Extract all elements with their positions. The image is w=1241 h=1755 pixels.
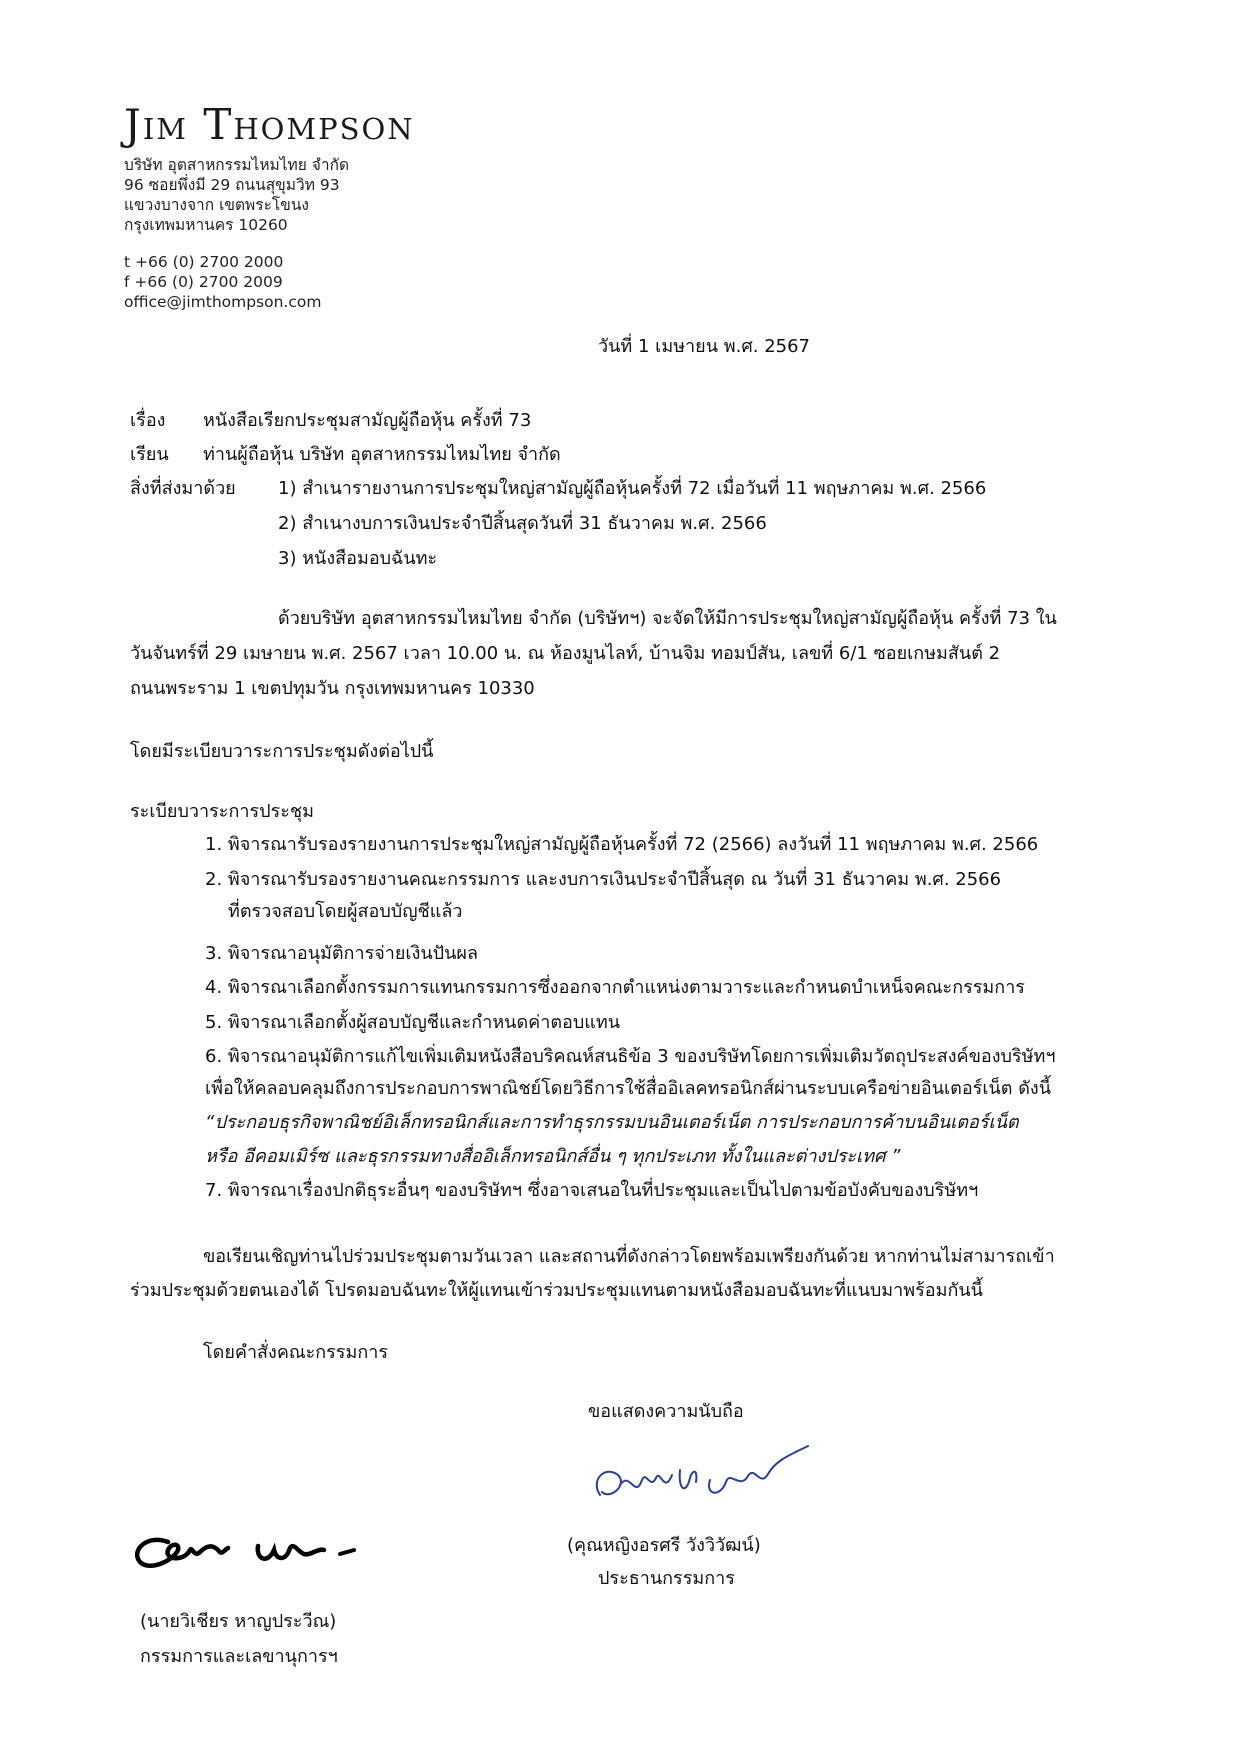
agenda-item-6: 6. พิจารณาอนุมัติการแก้ไขเพิ่มเติมหนังสือบริคณห์สนธิข้อ 3 ของบริษัทโดยการเพิ่มเติมวัตถุประสงค์ของบริษัทฯ xyxy=(205,1046,1056,1067)
agenda-item-5: 5. พิจารณาเลือกตั้งผู้สอบบัญชีและกำหนดค่าตอบแทน xyxy=(205,1012,621,1033)
secretary-name: (นายวิเชียร หาญประวีณ) xyxy=(140,1611,337,1632)
agenda-item-4: 4. พิจารณาเลือกตั้งกรรมการแทนกรรมการซึ่งออกจากตำแหน่งตามวาระและกำหนดบำเหน็จคณะกรรมการ xyxy=(205,977,1025,998)
company-name: บริษัท อุตสาหกรรมไหมไทย จำกัด xyxy=(124,156,350,174)
agenda-heading: ระเบียบวาระการประชุม xyxy=(130,801,314,822)
enclosures-label: สิ่งที่ส่งมาด้วย xyxy=(130,478,236,499)
address-line-1: 96 ซอยพึ่งมี 29 ถนนสุขุมวิท 93 xyxy=(124,176,340,194)
chairman-signature xyxy=(580,1440,820,1520)
agenda-item-2-cont: ที่ตรวจสอบโดยผู้สอบบัญชีแล้ว xyxy=(228,901,463,922)
agenda-intro: โดยมีระเบียบวาระการประชุมดังต่อไปนี้ xyxy=(130,741,434,762)
agenda-item-7: 7. พิจารณาเรื่องปกติธุระอื่นๆ ของบริษัทฯ ซึ่งอาจเสนอในที่ประชุมและเป็นไปตามข้อบังคับของบริษัทฯ xyxy=(205,1180,979,1201)
agenda-item-6-quote: “ประกอบธุรกิจพาณิชย์อิเล็กทรอนิกส์และการทำธุรกรรมบนอินเตอร์เน็ต การประกอบการค้าบนอินเตอร์เน็ต xyxy=(205,1112,1019,1133)
invitation-line: ขอเรียนเชิญท่านไปร่วมประชุมตามวันเวลา และสถานที่ดังกล่าวโดยพร้อมเพรียงกันด้วย หากท่านไม่สามารถเข้า xyxy=(203,1246,1055,1267)
subject-text: หนังสือเรียกประชุมสามัญผู้ถือหุ้น ครั้งที่ 73 xyxy=(203,410,532,431)
agenda-item-6-quote-cont: หรือ อีคอมเมิร์ซ และธุรกรรมทางสื่ออิเล็กทรอนิกส์อื่น ๆ ทุกประเภท ทั้งในและต่างประเทศ ” xyxy=(205,1146,901,1167)
letter-date: วันที่ 1 เมษายน พ.ศ. 2567 xyxy=(598,336,811,357)
enclosure-item: 3) หนังสือมอบฉันทะ xyxy=(278,548,438,569)
enclosure-item: 1) สำเนารายงานการประชุมใหญ่สามัญผู้ถือหุ้นครั้งที่ 72 เมื่อวันที่ 11 พฤษภาคม พ.ศ. 2566 xyxy=(278,478,987,499)
telephone: t +66 (0) 2700 2000 xyxy=(124,253,284,271)
email: office@jimthompson.com xyxy=(124,293,322,311)
to-label: เรียน xyxy=(130,444,169,465)
invitation-line: ร่วมประชุมด้วยตนเองได้ โปรดมอบฉันทะให้ผู้แทนเข้าร่วมประชุมแทนตามหนังสือมอบฉันทะที่แนบมาพร้อมกันนี้ xyxy=(130,1280,983,1301)
subject-label: เรื่อง xyxy=(130,410,166,431)
enclosure-item: 2) สำเนางบการเงินประจำปีสิ้นสุดวันที่ 31 ธันวาคม พ.ศ. 2566 xyxy=(278,513,767,534)
intro-line: วันจันทร์ที่ 29 เมษายน พ.ศ. 2567 เวลา 10.00 น. ณ ห้องมูนไลท์, บ้านจิม ทอมป์สัน, เลขที่ 6/1 ซอยเกษมสันต์ 2 xyxy=(130,643,1001,664)
agenda-item-6-cont: เพื่อให้คลอบคลุมถึงการประกอบการพาณิชย์โดยวิธีการใช้สื่ออิเลคทรอนิกส์ผ่านระบบเครือข่ายอินเตอร์เน็ต ดังนี้ xyxy=(205,1078,1051,1099)
secretary-title: กรรมการและเลขานุการฯ xyxy=(140,1646,338,1667)
agenda-item-1: 1. พิจารณารับรองรายงานการประชุมใหญ่สามัญผู้ถือหุ้นครั้งที่ 72 (2566) ลงวันที่ 11 พฤษภาคม พ.ศ. 2566 xyxy=(205,834,1039,855)
closing: ขอแสดงความนับถือ xyxy=(588,1401,744,1422)
intro-line: ถนนพระราม 1 เขตปทุมวัน กรุงเทพมหานคร 10330 xyxy=(130,678,535,699)
to-text: ท่านผู้ถือหุ้น บริษัท อุตสาหกรรมไหมไทย จำกัด xyxy=(203,444,561,465)
chairman-name: (คุณหญิงอรศรี วังวิวัฒน์) xyxy=(567,1535,761,1556)
address-line-3: กรุงเทพมหานคร 10260 xyxy=(124,216,288,234)
company-logo: Jim Thompson xyxy=(124,100,415,149)
secretary-signature xyxy=(128,1520,388,1590)
intro-line: ด้วยบริษัท อุตสาหกรรมไหมไทย จำกัด (บริษัทฯ) จะจัดให้มีการประชุมใหญ่สามัญผู้ถือหุ้น ครั้งที่ 73 ใน xyxy=(278,608,1057,629)
agenda-item-3: 3. พิจารณาอนุมัติการจ่ายเงินปันผล xyxy=(205,943,478,964)
agenda-item-2: 2. พิจารณารับรองรายงานคณะกรรมการ และงบการเงินประจำปีสิ้นสุด ณ วันที่ 31 ธันวาคม พ.ศ. 2566 xyxy=(205,869,1002,890)
fax: f +66 (0) 2700 2009 xyxy=(124,273,283,291)
chairman-title: ประธานกรรมการ xyxy=(598,1568,735,1589)
address-line-2: แขวงบางจาก เขตพระโขนง xyxy=(124,196,309,214)
order-line: โดยคำสั่งคณะกรรมการ xyxy=(203,1342,389,1363)
